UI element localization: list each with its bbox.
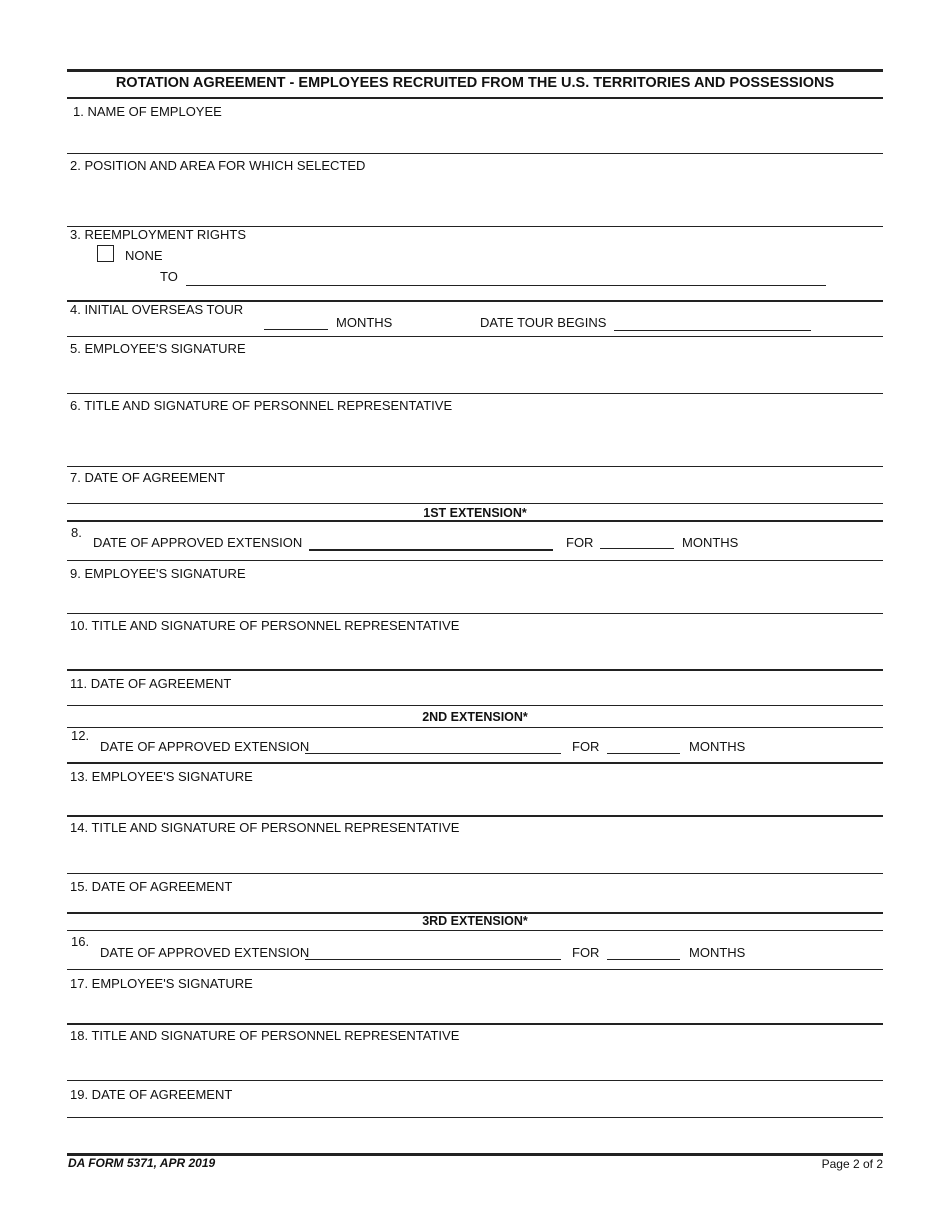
divider (67, 503, 883, 504)
title-underline (67, 97, 883, 99)
item-2-label: 2. POSITION AND AREA FOR WHICH SELECTED (70, 158, 366, 173)
item-11-label: 11. DATE OF AGREEMENT (70, 676, 232, 691)
ext2-employee-signature-field[interactable] (90, 792, 874, 810)
item-10-label: 10. TITLE AND SIGNATURE OF PERSONNEL REPRESENTATIVE (70, 618, 460, 633)
position-area-field[interactable] (90, 196, 874, 214)
item-8-number: 8. (71, 525, 82, 540)
ext3-date-field[interactable] (305, 942, 563, 960)
divider (67, 613, 883, 614)
divider (67, 466, 883, 467)
divider (67, 520, 883, 522)
item-18-label: 18. TITLE AND SIGNATURE OF PERSONNEL REPRESENTATIVE (70, 1028, 460, 1043)
months-label: MONTHS (336, 315, 393, 330)
ext1-date-field[interactable] (309, 532, 555, 550)
item-6-label: 6. TITLE AND SIGNATURE OF PERSONNEL REPRESENTATIVE (70, 398, 453, 413)
ext3-date-underline (305, 959, 561, 960)
item-12-label: DATE OF APPROVED EXTENSION (100, 739, 310, 754)
divider (67, 762, 883, 764)
divider (67, 705, 883, 706)
divider (67, 969, 883, 970)
ext1-employee-signature-field[interactable] (90, 590, 874, 608)
ext1-months-underline (600, 548, 674, 549)
reemployment-to-field[interactable] (186, 268, 828, 286)
reemployment-none-checkbox[interactable] (97, 245, 114, 262)
personnel-rep-signature-field[interactable] (90, 436, 874, 454)
item-15-label: 15. DATE OF AGREEMENT (70, 879, 233, 894)
ext2-months-label: MONTHS (689, 739, 746, 754)
to-underline (186, 285, 826, 286)
ext2-date-underline (305, 753, 561, 754)
item-17-label: 17. EMPLOYEE'S SIGNATURE (70, 976, 253, 991)
ext3-date-agreement-field[interactable] (240, 1087, 864, 1105)
item-4-label: 4. INITIAL OVERSEAS TOUR (70, 302, 244, 317)
ext2-date-agreement-field[interactable] (240, 879, 864, 897)
ext2-for-label: FOR (572, 739, 600, 754)
ext3-months-underline (607, 959, 680, 960)
date-of-agreement-field[interactable] (240, 470, 864, 488)
item-3-label: 3. REEMPLOYMENT RIGHTS (70, 227, 247, 242)
ext1-date-underline (309, 549, 553, 551)
ext2-months-field[interactable] (607, 736, 683, 754)
ext1-for-label: FOR (566, 535, 594, 550)
item-13-label: 13. EMPLOYEE'S SIGNATURE (70, 769, 253, 784)
form-identifier: DA FORM 5371, APR 2019 (68, 1156, 216, 1170)
employee-signature-field[interactable] (90, 366, 874, 384)
divider (67, 336, 883, 337)
ext2-personnel-rep-field[interactable] (90, 848, 874, 866)
date-tour-begins-label: DATE TOUR BEGINS (480, 315, 607, 330)
item-16-number: 16. (71, 934, 90, 949)
ext1-date-agreement-field[interactable] (240, 676, 864, 694)
ext3-months-label: MONTHS (689, 945, 746, 960)
ext3-personnel-rep-field[interactable] (90, 1056, 874, 1074)
item-19-label: 19. DATE OF AGREEMENT (70, 1087, 233, 1102)
third-extension-header: 3RD EXTENSION* (422, 914, 528, 928)
item-12-number: 12. (71, 728, 90, 743)
first-extension-header: 1ST EXTENSION* (423, 506, 527, 520)
divider (67, 1023, 883, 1025)
divider (67, 930, 883, 931)
item-14-label: 14. TITLE AND SIGNATURE OF PERSONNEL REPRESENTATIVE (70, 820, 460, 835)
divider (67, 727, 883, 728)
none-label: NONE (125, 248, 163, 263)
divider (67, 1080, 883, 1081)
ext3-employee-signature-field[interactable] (90, 1000, 874, 1018)
ext1-personnel-rep-field[interactable] (90, 645, 874, 663)
ext1-months-label: MONTHS (682, 535, 739, 550)
item-1-label: 1. NAME OF EMPLOYEE (73, 104, 222, 119)
ext2-date-field[interactable] (305, 736, 563, 754)
top-rule (67, 69, 883, 72)
item-5-label: 5. EMPLOYEE'S SIGNATURE (70, 341, 246, 356)
divider (67, 873, 883, 874)
divider (67, 815, 883, 817)
tour-months-underline (264, 329, 328, 330)
divider (67, 560, 883, 561)
item-9-label: 9. EMPLOYEE'S SIGNATURE (70, 566, 246, 581)
item-7-label: 7. DATE OF AGREEMENT (70, 470, 226, 485)
second-extension-header: 2ND EXTENSION* (422, 710, 528, 724)
date-tour-begins-field[interactable] (614, 313, 814, 331)
date-tour-underline (614, 330, 811, 331)
form-title: ROTATION AGREEMENT - EMPLOYEES RECRUITED FROM THE U.S. TERRITORIES AND POSSESSIONS (115, 75, 835, 91)
item-8-label: DATE OF APPROVED EXTENSION (93, 535, 303, 550)
employee-name-field[interactable] (90, 128, 874, 146)
ext3-months-field[interactable] (607, 942, 683, 960)
divider (67, 393, 883, 394)
ext3-for-label: FOR (572, 945, 600, 960)
item-16-label: DATE OF APPROVED EXTENSION (100, 945, 310, 960)
ext2-months-underline (607, 753, 680, 754)
divider (67, 153, 883, 154)
to-label: TO (160, 269, 178, 284)
divider (67, 669, 883, 671)
page-number: Page 2 of 2 (821, 1157, 883, 1171)
divider (67, 1117, 883, 1118)
